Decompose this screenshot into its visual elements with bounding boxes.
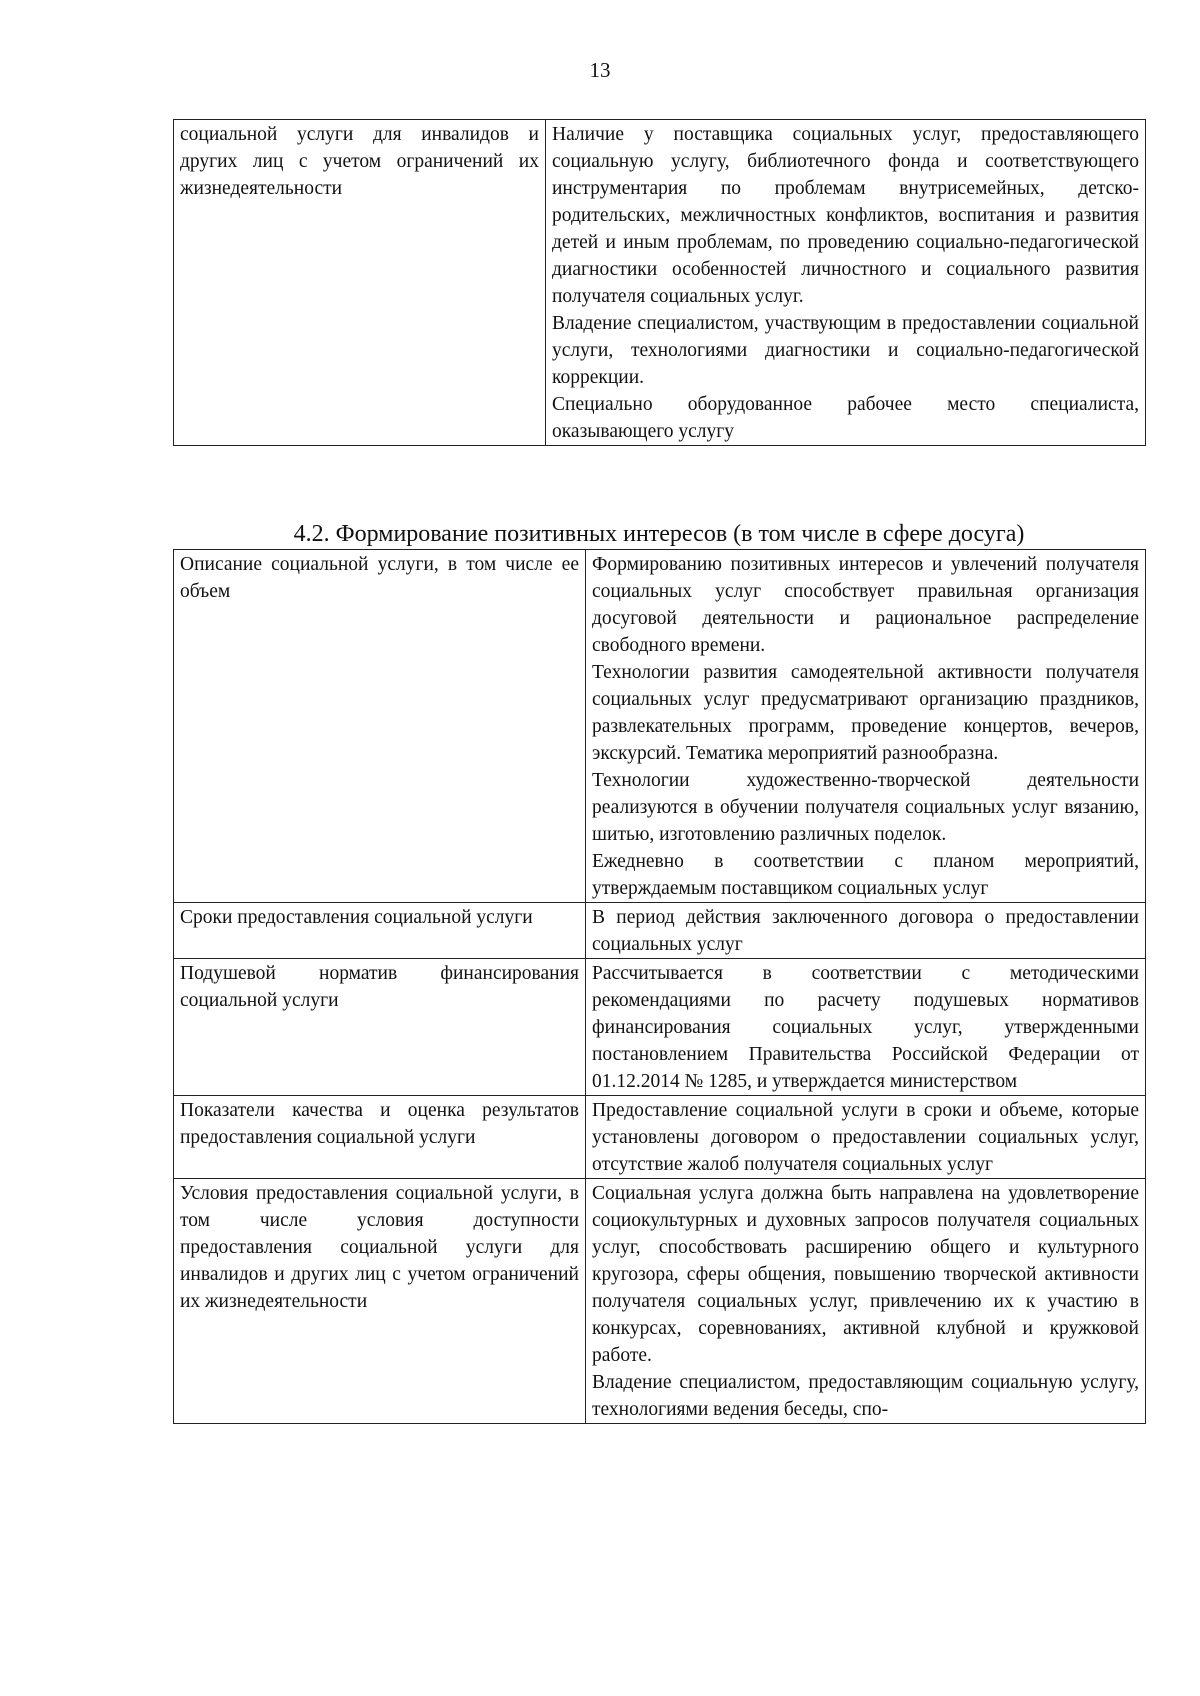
paragraph: Рассчитывается в соответствии с методическими рекомендациями по расчету подушевых нормативов финансирования социальных услуг, утвержденными постановлением Правительства Российской Федерации от 01.12.2014 № 1285, и утверждается министерством bbox=[592, 963, 1139, 1092]
row-label-cell: Подушевой норматив финансирования социальной услуги bbox=[174, 959, 586, 1096]
paragraph: Технологии развития самодеятельной активности получателя социальных услуг предусматривают организацию праздников, развлекательных программ, проведение концертов, вечеров, экскурсий. Тематика мероприятий разнообразна. bbox=[592, 662, 1139, 764]
paragraph: Наличие у поставщика социальных услуг, предоставляющего социальную услугу, библиотечного фонда и соответствующего инструментария по проблемам внутрисемейных, детско-родительских, межличностных конфликтов, воспитания и развития детей и иным проблемам, по проведению социально-педагогической диагностики особенностей личностного и социального развития получателя социальных услуг. bbox=[552, 124, 1139, 307]
paragraph: Формированию позитивных интересов и увлечений получателя социальных услуг способствует правильная организация досуговой деятельности и рациональное распределение свободного времени. bbox=[592, 554, 1139, 656]
paragraph: Специально оборудованное рабочее место специалиста, оказывающего услугу bbox=[552, 394, 1139, 442]
paragraph: В период действия заключенного договора о предоставлении социальных услуг bbox=[592, 907, 1139, 955]
row-content-cell bbox=[586, 1179, 1146, 1424]
row-content-cell bbox=[586, 959, 1146, 1096]
paragraph: Социальная услуга должна быть направлена на удовлетворение социокультурных и духовных запросов получателя социальных услуг, способствовать расширению общего и культурного кругозора, сферы общения, повышению творческой активности получателя социальных услуг, привлечению их к участию в конкурсах, соревнованиях, активной клубной и кружковой работе. bbox=[592, 1183, 1139, 1366]
row-content-cell bbox=[586, 903, 1146, 959]
paragraph: Технологии художественно-творческой деятельности реализуются в обучении получателя социальных услуг вязанию, шитью, изготовлению различных поделок. bbox=[592, 770, 1139, 845]
paragraph: Ежедневно в соответствии с планом мероприятий, утверждаемым поставщиком социальных услуг bbox=[592, 851, 1139, 899]
table-row bbox=[174, 1179, 1146, 1424]
paragraph: Владение специалистом, предоставляющим социальную услугу, технологиями ведения беседы, спо- bbox=[592, 1372, 1139, 1420]
table-row bbox=[174, 550, 1146, 903]
row-label-cell: Описание социальной услуги, в том числе ее объем bbox=[174, 550, 586, 903]
paragraph: Предоставление социальной услуги в сроки и объеме, которые установлены договором о предоставлении социальных услуг, отсутствие жалоб получателя социальных услуг bbox=[592, 1100, 1139, 1175]
page-number: 13 bbox=[589, 58, 611, 82]
paragraph: Владение специалистом, участвующим в предоставлении социальной услуги, технологиями диагностики и социально-педагогической коррекции. bbox=[552, 313, 1139, 388]
service-standard-table-continued bbox=[173, 119, 1146, 446]
row-label-cell: Сроки предоставления социальной услуги bbox=[174, 903, 586, 959]
row-content-cell bbox=[546, 120, 1146, 446]
table-row bbox=[174, 1096, 1146, 1179]
table-row bbox=[174, 959, 1146, 1096]
section-heading: 4.2. Формирование позитивных интересов (в том числе в сфере досуга) bbox=[293, 521, 1025, 547]
row-label-cell: Показатели качества и оценка результатов предоставления социальной услуги bbox=[174, 1096, 586, 1179]
service-standard-table bbox=[173, 549, 1146, 1424]
row-content-cell bbox=[586, 1096, 1146, 1179]
table-row bbox=[174, 120, 1146, 446]
table-row bbox=[174, 903, 1146, 959]
row-label-cell: Условия предоставления социальной услуги, в том числе условия доступности предоставления социальной услуги для инвалидов и других лиц с учетом ограничений их жизнедеятельности bbox=[174, 1179, 586, 1424]
row-content-cell bbox=[586, 550, 1146, 903]
row-label-cell: социальной услуги для инвалидов и других лиц с учетом ограничений их жизнедеятельности bbox=[174, 120, 546, 446]
